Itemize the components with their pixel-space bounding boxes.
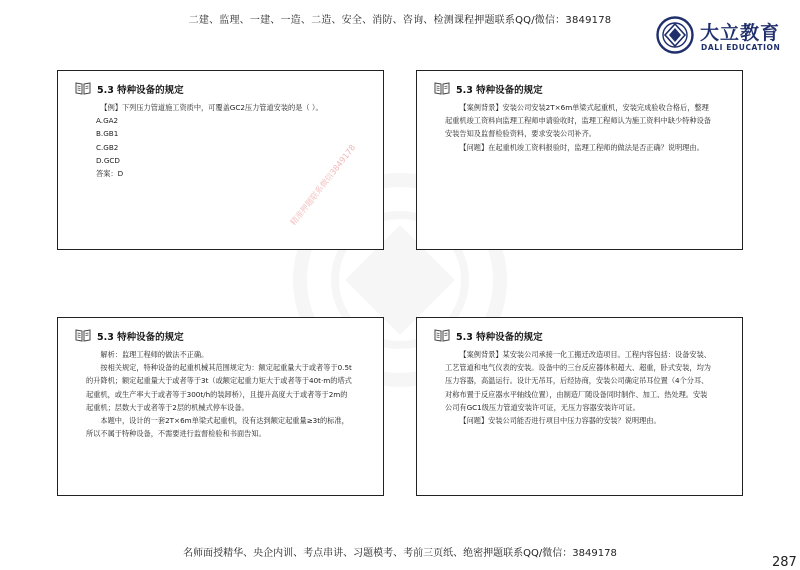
slide-body [445, 101, 711, 154]
slide-title: 5.3 特种设备的规定 [97, 332, 184, 343]
header-contact-text: 二建、监理、一建、一造、二造、安全、消防、咨询、检测课程押题联系QQ/微信：3849178 [188, 15, 612, 26]
book-icon [75, 327, 91, 343]
analysis-rule: 按相关规定，特种设备的起重机械其范围规定为：额定起重量大于或者等于0.5t的升降机；额定起重量大于或者等于3t（或额定起重力矩大于或者等于40t·m的塔式起重机，或生产率大于或者等于300t/h的装卸桥），且提升高度大于或者等于2m的起重机；层数大于或者等于2层的机械式停车设备。 [86, 363, 352, 412]
question-text: 【例】下列压力管道施工资质中，可覆盖GC2压力管道安装的是（ ）。 [100, 103, 323, 112]
slide-title: 5.3 特种设备的规定 [97, 85, 184, 96]
book-icon [434, 80, 450, 96]
option-d: D.GCD [96, 155, 120, 165]
option-b: B.GB1 [96, 129, 119, 139]
analysis-conclusion: 解析：监理工程师的做法不正确。 [100, 350, 209, 359]
book-icon [75, 80, 91, 96]
page-number: 287 [772, 555, 797, 570]
case-background: 【案例背景】某安装公司承接一化工搬迁改造项目。工程内容包括：设备安装、工艺管道和电气仪表的安装。设备中的三台反应器体积超大、超重，卧式安装，均为压力容器，高温运行。设计无吊耳，后经协商，安装公司确定吊耳位置（4个分耳、对称布置于反应器水平轴线位置），由制造厂随设备同时制作、加工、热处理。安装公司有GC1级压力管道安装许可证，无压力容器安装许可证。 [445, 350, 711, 412]
logo-subtitle: DALI EDUCATION [701, 43, 781, 52]
case-background: 【案例背景】安装公司安装2T×6m单梁式起重机，安装完成验收合格后，整理起重机竣工资料向监理工程师申请验收时，监理工程师认为施工资料中缺少特种设备安装告知及监督检验资料，要求安装公司补齐。 [445, 103, 711, 139]
logo-seal-icon [656, 16, 694, 54]
slide-title: 5.3 特种设备的规定 [456, 85, 543, 96]
footer-contact-text: 名师面授精华、央企内训、考点串讲、习题模考、考前三页纸、绝密押题联系QQ/微信：3849178 [183, 548, 617, 559]
slide-case-crane [416, 70, 743, 250]
slide-title: 5.3 特种设备的规定 [456, 332, 543, 343]
case-question: 【问题】在起重机竣工资料报验时，监理工程师的做法是否正确？说明理由。 [459, 142, 704, 152]
answer-text: 答案：D [96, 169, 124, 179]
case-question: 【问题】安装公司能否进行项目中压力容器的安装？说明理由。 [459, 416, 661, 426]
option-a: A.GA2 [96, 116, 119, 126]
slide-example-question [57, 70, 384, 250]
watermark-text: 精准押题联系微信3849178 [288, 143, 358, 228]
slide-body [445, 348, 711, 427]
slide-case-pressure-vessel [416, 317, 743, 496]
book-icon [434, 327, 450, 343]
logo-title: 大立教育 [700, 22, 781, 44]
analysis-application: 本题中，设计的一套2T×6m单梁式起重机，没有达到额定起重量≥3t的标准，所以不属于特种设备，不需要进行监督检验和书面告知。 [86, 416, 349, 439]
slide-analysis [57, 317, 384, 496]
dali-education-logo [656, 14, 796, 58]
slide-body [86, 348, 352, 440]
slide-body [86, 101, 352, 180]
option-c: C.GB2 [96, 142, 119, 152]
